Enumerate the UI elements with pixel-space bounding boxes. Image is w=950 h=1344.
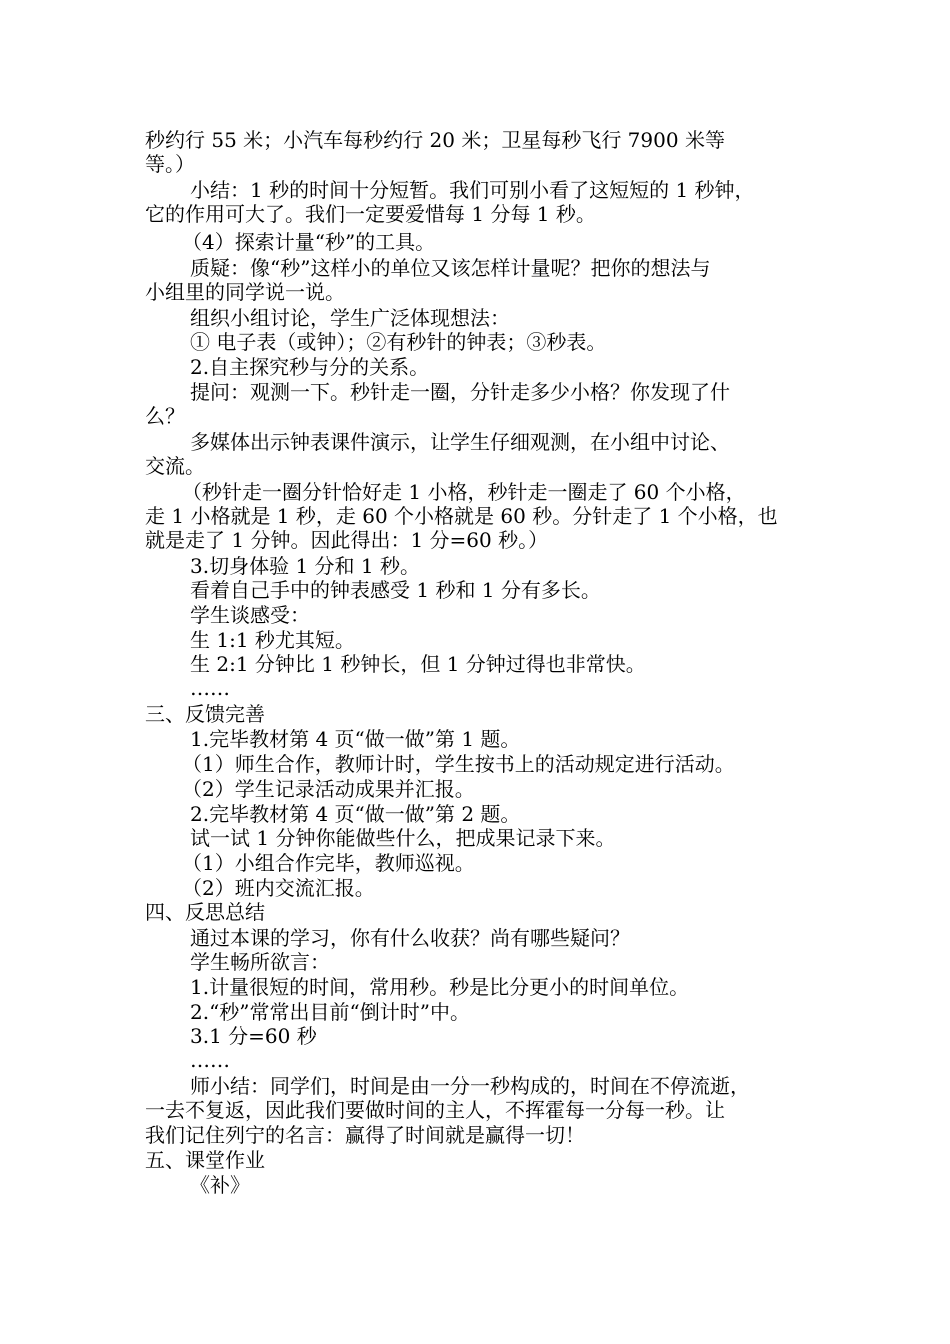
text-line: 一去不复返，因此我们要做时间的主人，不挥霍每一分每一秒。让 [145,1098,725,1122]
text-line: 走 1 小格就是 1 秒，走 60 个小格就是 60 秒。分针走了 1 个小格，也 [145,504,778,528]
text-line: 交流。 [145,454,205,478]
text-line: 我们记住列宁的名言：赢得了时间就是赢得一切！ [145,1123,585,1147]
text-line: 3.切身体验 1 分和 1 秒。 [190,554,420,578]
text-line: 生 2:1 分钟比 1 秒钟长，但 1 分钟过得也非常快。 [190,652,646,676]
text-line: 通过本课的学习，你有什么收获？尚有哪些疑问？ [190,926,630,950]
section-heading: 五、课堂作业 [145,1148,265,1172]
text-line: 3.1 分=60 秒 [190,1024,317,1048]
text-line: 多媒体出示钟表课件演示，让学生仔细观测，在小组中讨论、 [190,430,730,454]
text-line: 看着自己手中的钟表感受 1 秒和 1 分有多长。 [190,578,601,602]
text-line: 2.完毕教材第 4 页“做一做”第 2 题。 [190,802,521,826]
text-line: 它的作用可大了。我们一定要爱惜每 1 分每 1 秒。 [145,202,596,226]
text-line: 学生谈感受： [190,603,310,627]
text-line: ① 电子表（或钟）；②有秒针的钟表；③秒表。 [190,330,607,354]
text-line: 《补》 [190,1173,250,1197]
text-line: 等。） [145,152,195,176]
text-line: （2）班内交流汇报。 [182,876,375,900]
text-line: （4）探索计量“秒”的工具。 [182,230,436,254]
text-line: 学生畅所欲言： [190,950,330,974]
text-line: 师小结：同学们，时间是由一分一秒构成的，时间在不停流逝， [190,1074,750,1098]
section-heading: 四、反思总结 [145,900,265,924]
text-line: 小结：1 秒的时间十分短暂。我们可别小看了这短短的 1 秒钟， [190,178,755,202]
text-line: 试一试 1 分钟你能做些什么，把成果记录下来。 [190,826,616,850]
text-line: …… [190,1048,230,1072]
text-line: 2.“秒”常常出目前“倒计时”中。 [190,1000,470,1024]
section-heading: 三、反馈完善 [145,702,265,726]
text-line: （1）师生合作，教师计时，学生按书上的活动规定进行活动。 [182,752,735,776]
text-line: 生 1:1 秒尤其短。 [190,628,355,652]
text-line: 质疑：像“秒”这样小的单位又该怎样计量呢？把你的想法与 [190,256,711,280]
text-line: 2.自主探究秒与分的关系。 [190,355,430,379]
text-line: （秒针走一圈分针恰好走 1 小格，秒针走一圈走了 60 个小格， [182,480,746,504]
text-line: （1）小组合作完毕，教师巡视。 [182,851,475,875]
text-line: 1.完毕教材第 4 页“做一做”第 1 题。 [190,727,521,751]
text-line: 秒约行 55 米；小汽车每秒约行 20 米；卫星每秒飞行 7900 米等 [145,128,725,152]
text-line: 提问：观测一下。秒针走一圈，分针走多少小格？你发现了什 [190,380,730,404]
text-line: …… [190,676,230,700]
text-line: 么？ [145,404,185,428]
text-line: （2）学生记录活动成果并汇报。 [182,777,475,801]
text-line: 1.计量很短的时间，常用秒。秒是比分更小的时间单位。 [190,975,690,999]
text-line: 小组里的同学说一说。 [145,280,345,304]
text-line: 就是走了 1 分钟。因此得出：1 分=60 秒。） [145,528,549,552]
text-line: 组织小组讨论，学生广泛体现想法： [190,306,510,330]
